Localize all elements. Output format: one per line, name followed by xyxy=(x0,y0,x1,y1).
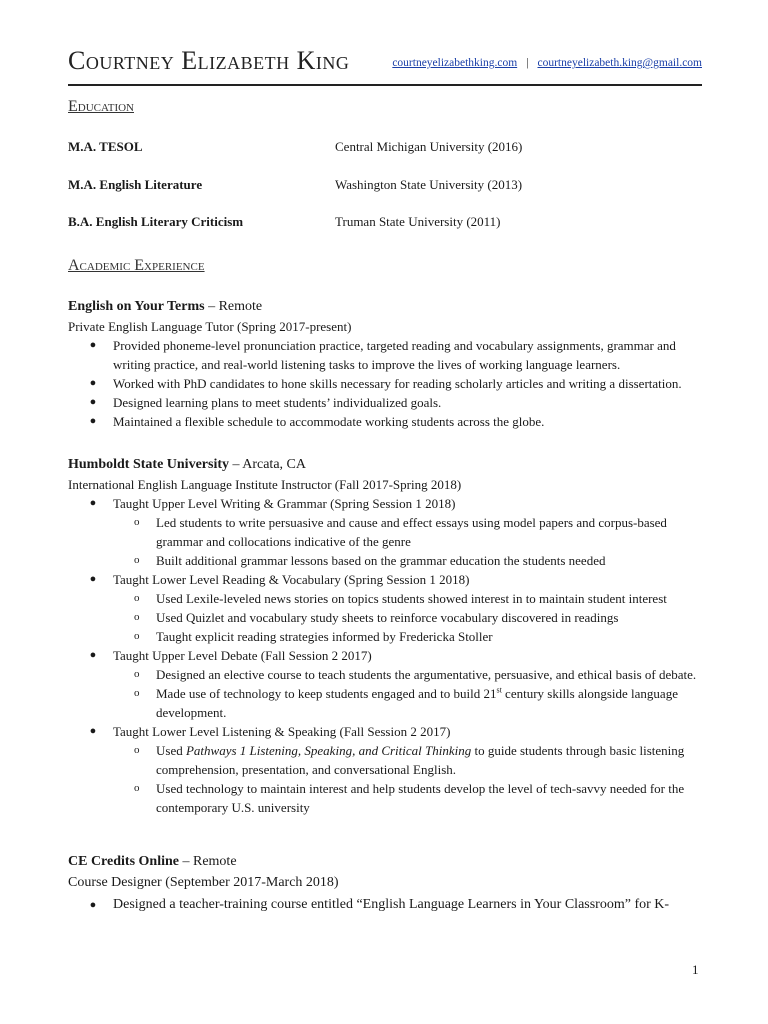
bullet-icon: ● xyxy=(89,649,97,661)
degree-name: M.A. TESOL xyxy=(68,139,143,154)
circle-bullet-icon: o xyxy=(134,554,140,566)
website-link[interactable]: courtneyelizabethking.com xyxy=(392,57,518,69)
circle-bullet-icon: o xyxy=(134,687,140,699)
job-org-line xyxy=(68,455,708,475)
course-item: ● Taught Upper Level Debate (Fall Session 2 2017) xyxy=(89,648,372,663)
sub-item: o Used technology to maintain interest and help students develop the level of tech-savvy needed for the contemporary U.S. university xyxy=(134,781,685,815)
circle-bullet-icon: o xyxy=(134,516,140,528)
bullet-icon: ● xyxy=(89,415,97,427)
bullet-icon: ● xyxy=(89,497,97,509)
degree-name: M.A. English Literature xyxy=(68,177,203,192)
org-name: Humboldt State University xyxy=(68,457,229,472)
job-entry xyxy=(68,455,708,817)
course-list xyxy=(68,494,708,817)
circle-bullet-icon: o xyxy=(134,592,140,604)
list-item: ● Provided phoneme-level pronunciation practice, targeted reading and vocabulary assignments, grammar and writing practice, and real-world listening tasks to improve the lives of working language learners. xyxy=(89,338,676,372)
degree-name: B.A. English Literary Criticism xyxy=(68,214,244,229)
org-name: English on Your Terms xyxy=(68,299,205,314)
job-entry xyxy=(68,297,708,431)
degree-school: Central Michigan University (2016) xyxy=(335,139,523,154)
sub-item: o Used Pathways 1 Listening, Speaking, and Critical Thinking to guide students through basic listening comprehension, presentation, and conversational English. xyxy=(134,743,685,777)
sub-item: o Used Quizlet and vocabulary study sheets to reinforce vocabulary discovered in readings xyxy=(134,610,619,625)
candidate-name: Courtney Elizabeth King xyxy=(68,46,350,75)
course-item: ● Taught Lower Level Reading & Vocabulary (Spring Session 1 2018) xyxy=(89,572,470,587)
list-item: ● Designed a teacher-training course entitled “English Language Learners in Your Classroom” for K- xyxy=(68,894,708,916)
course-item: ● Taught Lower Level Listening & Speaking (Fall Session 2 2017) xyxy=(89,724,451,739)
list-item: ● Worked with PhD candidates to hone skills necessary for reading scholarly articles and writing a dissertation. xyxy=(89,376,682,391)
list-item: ● Maintained a flexible schedule to accommodate working students across the globe. xyxy=(89,414,545,429)
education-row xyxy=(68,139,708,159)
sub-item: o Built additional grammar lessons based on the grammar education the students needed xyxy=(134,553,606,568)
sub-item: o Made use of technology to keep students engaged and to build 21st century skills alongside language development. xyxy=(134,685,678,720)
bullet-icon: ● xyxy=(89,377,97,389)
bullet-icon: ● xyxy=(89,396,97,408)
circle-bullet-icon: o xyxy=(134,782,140,794)
bullet-icon: ● xyxy=(89,725,97,737)
job-role: Private English Language Tutor (Spring 2017-present) xyxy=(68,319,352,334)
org-name: CE Credits Online xyxy=(68,854,179,869)
education-row xyxy=(68,214,708,234)
bullet-list xyxy=(68,894,708,916)
org-location: – Remote xyxy=(178,854,237,869)
org-location: – Remote xyxy=(204,299,263,314)
circle-bullet-icon: o xyxy=(134,611,140,623)
list-item: ● Designed learning plans to meet students’ individualized goals. xyxy=(89,395,442,410)
course-item: ● Taught Upper Level Writing & Grammar (Spring Session 1 2018) xyxy=(89,496,456,511)
job-role: Course Designer (September 2017-March 2018) xyxy=(68,875,339,890)
resume-header xyxy=(68,44,702,86)
contact-separator: | xyxy=(526,57,529,69)
page-number: 1 xyxy=(692,962,699,977)
contact-info xyxy=(392,57,702,69)
bullet-list xyxy=(68,336,708,431)
degree-school: Truman State University (2011) xyxy=(335,214,501,229)
textbook-title: Pathways 1 Listening, Speaking, and Critical Thinking xyxy=(185,743,472,758)
job-org-line xyxy=(68,297,708,317)
email-link[interactable]: courtneyelizabeth.king@gmail.com xyxy=(537,57,702,69)
circle-bullet-icon: o xyxy=(134,668,140,680)
sub-item: o Taught explicit reading strategies informed by Fredericka Stoller xyxy=(134,629,493,644)
job-role: International English Language Institute Instructor (Fall 2017-Spring 2018) xyxy=(68,477,462,492)
org-location: – Arcata, CA xyxy=(229,457,306,472)
circle-bullet-icon: o xyxy=(134,630,140,642)
ordinal-suffix: st xyxy=(496,685,502,695)
job-entry xyxy=(68,852,708,916)
experience-heading: Academic Experience xyxy=(68,257,205,274)
sub-item: o Used Lexile-leveled news stories on topics students showed interest in to maintain student interest xyxy=(134,591,667,606)
bullet-icon: ● xyxy=(89,573,97,585)
bullet-icon: ● xyxy=(89,339,97,351)
sub-item: o Led students to write persuasive and cause and effect essays using model papers and corpus-based grammar and collocations indicative of the genre xyxy=(134,515,667,549)
bullet-icon: ● xyxy=(89,899,97,911)
circle-bullet-icon: o xyxy=(134,744,140,756)
education-heading: Education xyxy=(68,98,134,115)
education-row xyxy=(68,177,708,197)
job-org-line xyxy=(68,852,708,872)
sub-item: o Designed an elective course to teach students the argumentative, persuasive, and ethical basis of debate. xyxy=(134,667,697,682)
degree-school: Washington State University (2013) xyxy=(335,177,523,192)
